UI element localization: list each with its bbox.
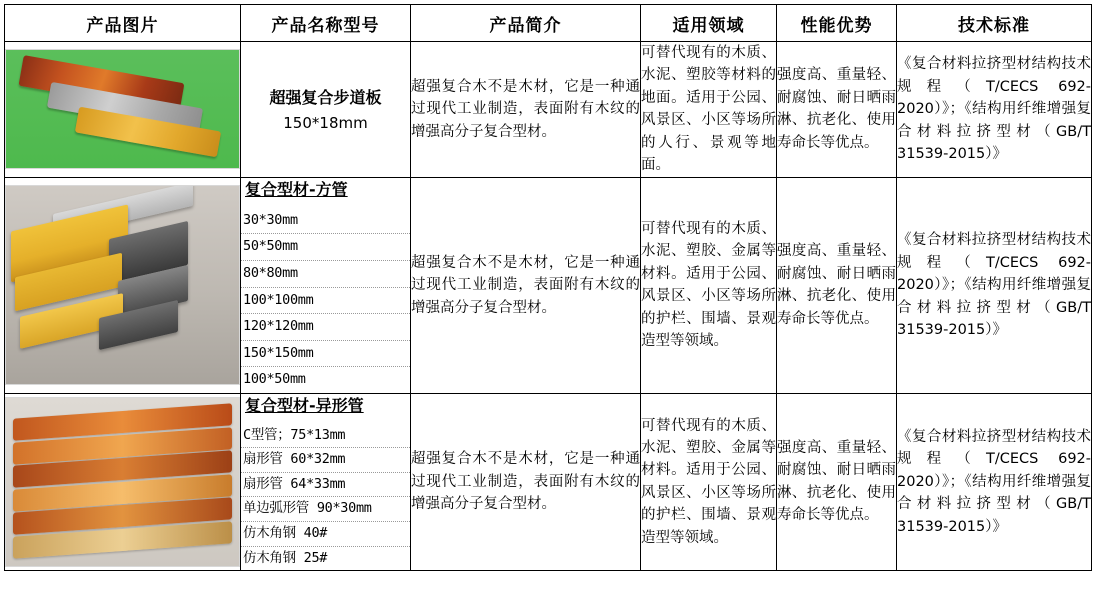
decking-board-photo bbox=[5, 49, 240, 169]
product-standard: 《复合材料拉挤型材结构技术规程（T/CECS 692-2020）》；《结构用纤维增强复合材料拉挤型材（GB/T 31539-2015）》 bbox=[897, 393, 1092, 570]
table-body bbox=[5, 42, 1092, 571]
spec-item: 50*50mm bbox=[241, 234, 410, 261]
product-advantages: 强度高、重量轻、耐腐蚀、耐日晒雨淋、抗老化、使用寿命长等优点。 bbox=[777, 393, 897, 570]
square-tube-photo bbox=[5, 185, 240, 385]
product-image-cell bbox=[5, 393, 241, 570]
spec-item: 单边弧形管 90*30mm bbox=[241, 497, 410, 522]
spec-item: 仿木角钢 40# bbox=[241, 522, 410, 547]
product-advantages: 强度高、重量轻、耐腐蚀、耐日晒雨淋、抗老化、使用寿命长等优点。 bbox=[777, 177, 897, 393]
product-image-cell bbox=[5, 177, 241, 393]
product-advantages: 强度高、重量轻、耐腐蚀、耐日晒雨淋、抗老化、使用寿命长等优点。 bbox=[777, 42, 897, 178]
product-name-cell bbox=[241, 42, 411, 178]
table-row bbox=[5, 177, 1092, 393]
special-shaped-tube-photo bbox=[5, 397, 240, 567]
spec-list bbox=[241, 208, 410, 393]
spec-item: 80*80mm bbox=[241, 261, 410, 288]
spec-item: 仿木角钢 25# bbox=[243, 549, 328, 566]
column-header-name-model: 产品名称型号 bbox=[241, 5, 411, 42]
product-model: 150*18mm bbox=[283, 114, 368, 133]
table-header bbox=[5, 5, 1092, 42]
product-name-cell bbox=[241, 177, 411, 393]
product-application: 可替代现有的木质、水泥、塑胶、金属等材料。适用于公园、风景区、小区等场所的护栏、围墙、景观造型等领域。 bbox=[641, 177, 777, 393]
header-row bbox=[5, 5, 1092, 42]
product-name-title: 复合型材-异形管 bbox=[245, 395, 364, 415]
column-header-application: 适用领域 bbox=[641, 5, 777, 42]
spec-item: 100*50mm bbox=[243, 371, 306, 388]
product-application: 可替代现有的木质、水泥、塑胶、金属等材料。适用于公园、风景区、小区等场所的护栏、围墙、景观造型等领域。 bbox=[641, 393, 777, 570]
product-name-title: 超强复合步道板 bbox=[269, 88, 382, 108]
product-standard: 《复合材料拉挤型材结构技术规程（T/CECS 692-2020）》；《结构用纤维增强复合材料拉挤型材（GB/T 31539-2015）》 bbox=[897, 42, 1092, 178]
product-name-title: 复合型材-方管 bbox=[245, 179, 348, 199]
product-introduction: 超强复合木不是木材，它是一种通过现代工业制造，表面附有木纹的增强高分子复合型材。 bbox=[411, 393, 641, 570]
product-introduction: 超强复合木不是木材，它是一种通过现代工业制造，表面附有木纹的增强高分子复合型材。 bbox=[411, 42, 641, 178]
column-header-standard: 技术标准 bbox=[897, 5, 1092, 42]
spec-item: 120*120mm bbox=[241, 314, 410, 341]
product-spec-sheet bbox=[0, 4, 1095, 610]
spec-item: 扇形管 64*33mm bbox=[241, 473, 410, 498]
table-row bbox=[5, 42, 1092, 178]
column-header-image: 产品图片 bbox=[5, 5, 241, 42]
product-name-cell bbox=[241, 393, 411, 570]
spec-item: 150*150mm bbox=[241, 341, 410, 368]
product-standard: 《复合材料拉挤型材结构技术规程（T/CECS 692-2020）》；《结构用纤维增强复合材料拉挤型材（GB/T 31539-2015）》 bbox=[897, 177, 1092, 393]
product-application: 可替代现有的木质、水泥、塑胶等材料的地面。适用于公园、风景区、小区等场所的人行、景观等地面。 bbox=[641, 42, 777, 178]
spec-item: C型管；75*13mm bbox=[241, 424, 410, 449]
product-table bbox=[4, 4, 1092, 571]
column-header-advantages: 性能优势 bbox=[777, 5, 897, 42]
product-introduction: 超强复合木不是木材，它是一种通过现代工业制造，表面附有木纹的增强高分子复合型材。 bbox=[411, 177, 641, 393]
spec-item: 100*100mm bbox=[241, 288, 410, 315]
table-row bbox=[5, 393, 1092, 570]
spec-item: 扇形管 60*32mm bbox=[241, 448, 410, 473]
spec-item: 30*30mm bbox=[241, 208, 410, 235]
spec-list bbox=[241, 424, 410, 570]
column-header-introduction: 产品简介 bbox=[411, 5, 641, 42]
product-image-cell bbox=[5, 42, 241, 178]
